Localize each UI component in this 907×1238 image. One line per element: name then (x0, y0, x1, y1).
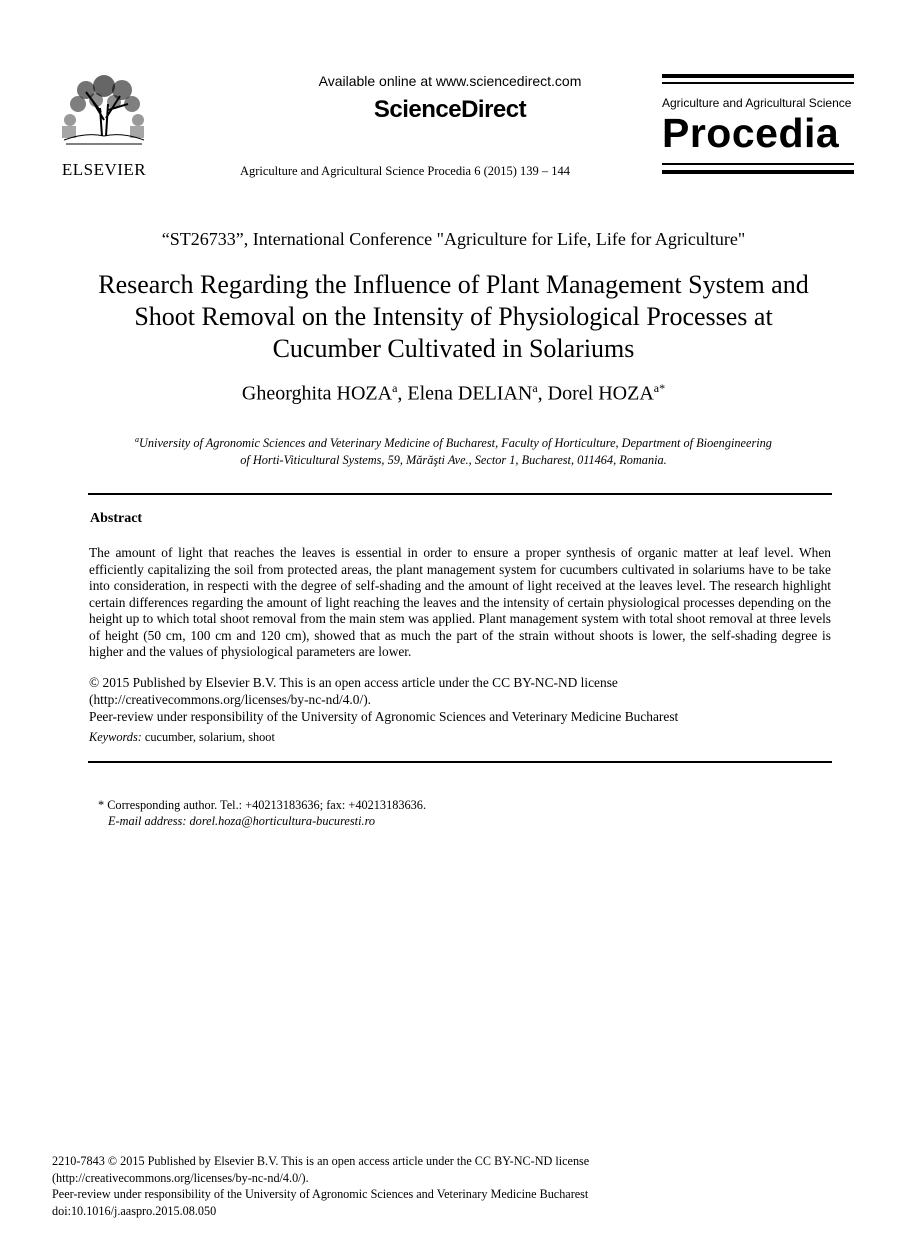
divider (88, 493, 832, 495)
affiliation-line: University of Agronomic Sciences and Veterinary Medicine of Bucharest, Faculty of Horticulture, Department of Bioengineering (139, 436, 772, 451)
title-line: Shoot Removal on the Intensity of Physiological Processes at (134, 302, 773, 331)
elsevier-tree-icon (56, 74, 152, 158)
author-list (60, 381, 847, 406)
author-name: Gheorghita HOZA (241, 382, 393, 405)
footer-line: Peer-review under responsibility of the University of Agronomic Sciences and Veterinary Medicine Bucharest (52, 1187, 589, 1201)
elsevier-wordmark: ELSEVIER (61, 160, 147, 179)
keywords (89, 730, 831, 745)
procedia-logo (662, 74, 854, 176)
author-name: Elena DELIAN (407, 382, 533, 405)
journal-citation: Agriculture and Agricultural Science Procedia 6 (2015) 139 – 144 (239, 164, 571, 178)
title-line: Cucumber Cultivated in Solariums (272, 334, 635, 363)
sciencedirect-logo: ScienceDirect (373, 96, 527, 123)
footer-line: 2210-7843 © 2015 Published by Elsevier B.V. This is an open access article under the CC BY-NC-ND license (52, 1154, 590, 1168)
license-block (89, 674, 831, 725)
author-affil-marker: a* (653, 381, 666, 395)
author-affil-marker: a (532, 381, 538, 395)
available-online-text: Available online at www.sciencedirect.com (318, 73, 582, 89)
corresponding-footnote (98, 797, 798, 829)
email-address[interactable]: dorel.hoza@horticultura-bucuresti.ro (189, 814, 376, 828)
peer-review-line: Peer-review under responsibility of the University of Agronomic Sciences and Veterinary Medicine Bucharest (89, 709, 679, 724)
author-separator: , (537, 382, 548, 405)
title-line: Research Regarding the Influence of Plant Management System and (98, 270, 809, 299)
affiliation (90, 431, 817, 469)
footer-doi[interactable]: doi:10.1016/j.aaspro.2015.08.050 (52, 1203, 217, 1218)
conference-name: “ST26733”, International Conference "Agriculture for Life, Life for Agriculture" (161, 229, 746, 249)
article-title (70, 269, 837, 365)
author-affil-marker: a (392, 381, 398, 395)
corresponding-author-line: * Corresponding author. Tel.: +40213183636; fax: +40213183636. (98, 798, 427, 812)
affiliation-marker: a (135, 435, 140, 444)
license-line: © 2015 Published by Elsevier B.V. This is an open access article under the CC BY-NC-ND license (89, 675, 618, 690)
affiliation-line: of Horti-Viticultural Systems, 59, Mărăşti Ave., Sector 1, Bucharest, 011464, Romania. (240, 453, 667, 468)
footer-link[interactable]: (http://creativecommons.org/licenses/by-nc-nd/4.0/). (52, 1170, 309, 1185)
abstract-text: The amount of light that reaches the leaves is essential in order to ensure a proper synthesis of organic matter at leaf level. When efficiently capitalizing the soil from protected areas, the plant management system for cucumbers cultivated in solariums have to be take into consideration, in respecti with the degree of self-shading and the amount of light received at the leaves level. The research highlight certain differences regarding the amount of light reaching the leaves and the intensity of certain physiological processes depending on the height up to which total shoot removal from the main stem was applied. Plant management system with total shoot removal at three levels of height (50 cm, 100 cm and 120 cm), showed that as much the part of the strain without shoots is lower, the self-shading degree is higher and the values of physiological parameters are lower. (89, 545, 831, 659)
procedia-subtitle: Agriculture and Agricultural Science (662, 96, 852, 110)
divider (88, 761, 832, 763)
author-name: Dorel HOZA (547, 382, 654, 405)
procedia-title: Procedia (662, 110, 840, 156)
page-footer (52, 1153, 852, 1219)
keywords-values: cucumber, solarium, shoot (144, 730, 275, 744)
keywords-label: Keywords: (89, 730, 142, 744)
abstract-heading: Abstract (90, 511, 143, 526)
email-label: E-mail address: (108, 814, 187, 828)
license-link[interactable]: (http://creativecommons.org/licenses/by-nc-nd/4.0/). (89, 692, 372, 707)
elsevier-logo (56, 74, 152, 178)
author-separator: , (397, 382, 408, 405)
